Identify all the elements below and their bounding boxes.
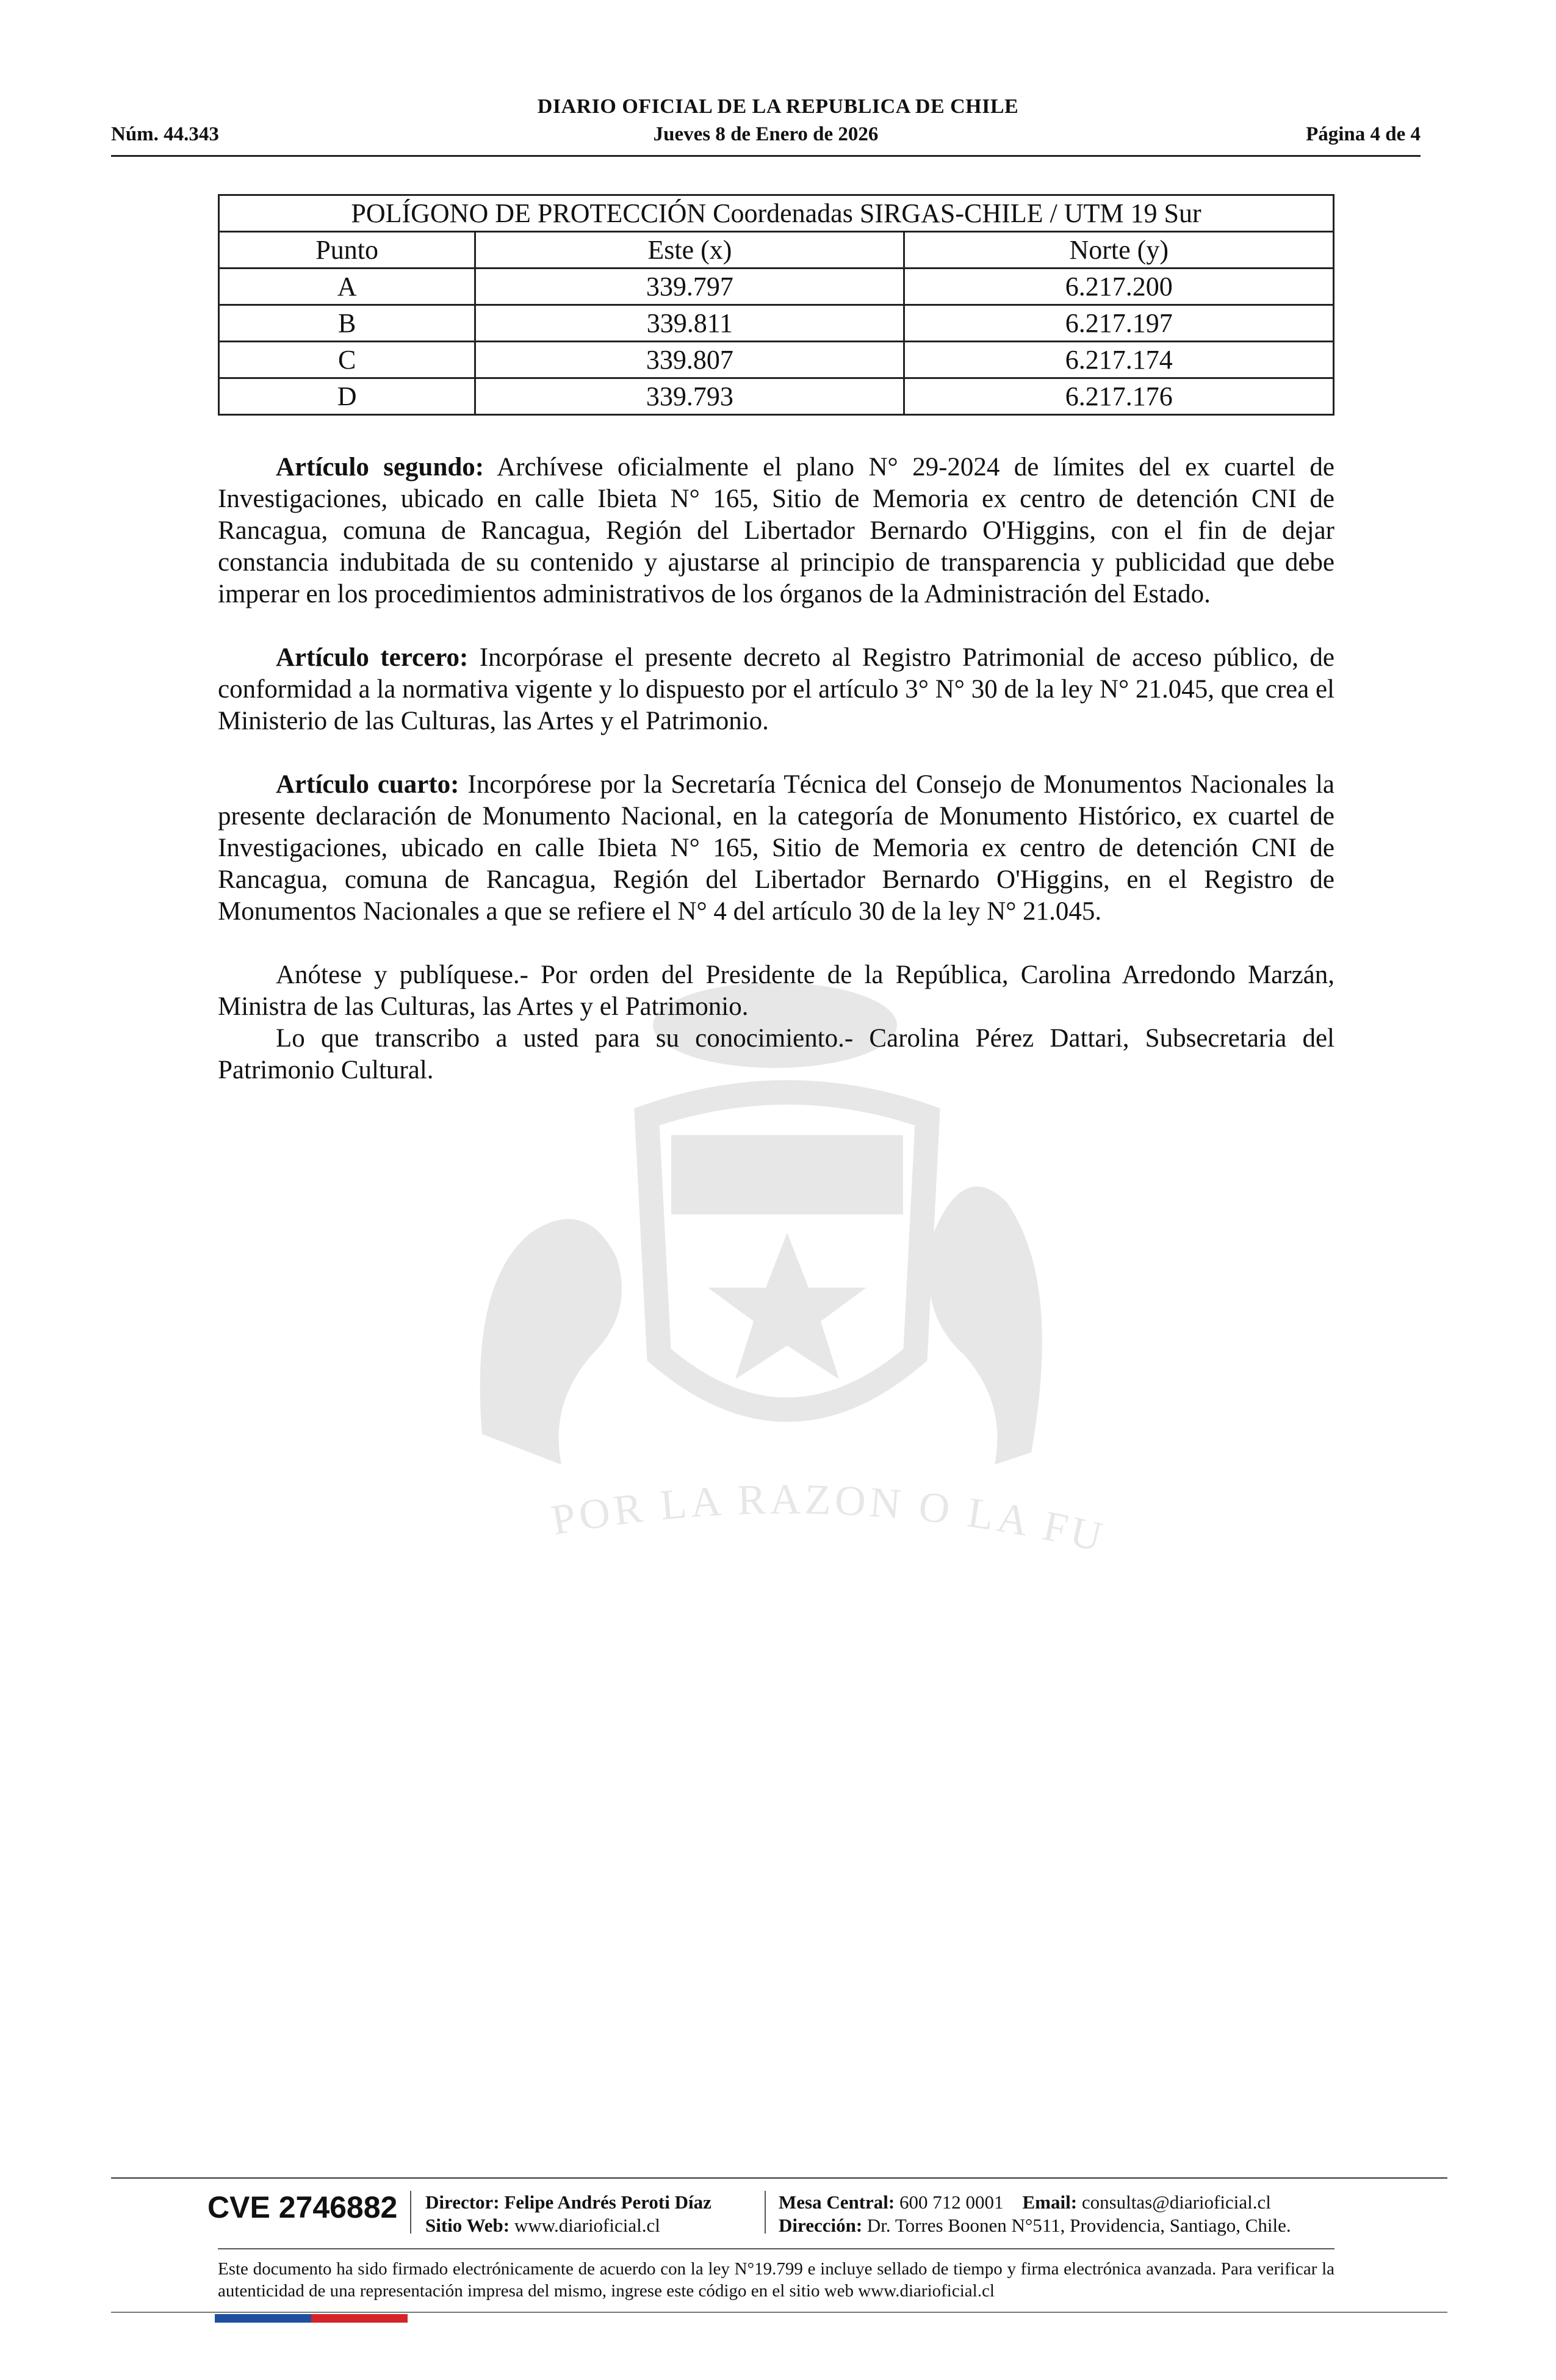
issue-date: Jueves 8 de Enero de 2026: [653, 123, 879, 145]
table-cell: 339.793: [475, 378, 904, 415]
table-header-row: [219, 232, 1334, 269]
table-cell: 339.807: [475, 342, 904, 378]
watermark-motto: POR LA RAZON O LA FU: [548, 1476, 1110, 1562]
mesa-label: Mesa Central:: [779, 2191, 895, 2213]
email-link[interactable]: consultas@diarioficial.cl: [1077, 2191, 1271, 2213]
table-row: [219, 269, 1334, 305]
article-segundo: [218, 452, 1334, 610]
footer-divider-bottom: [111, 2312, 1447, 2313]
director-name: Felipe Andrés Peroti Díaz: [499, 2191, 711, 2213]
table-row: [219, 305, 1334, 342]
footer-separator: [765, 2191, 766, 2234]
address-label: Dirección:: [779, 2215, 863, 2236]
article-text: Archívese oficialmente el plano N° 29-2024 de límites del ex cuartel de Investigaciones, ubicado en calle Ibieta N° 165, Sitio de Memoria ex centro de detención CNI de Rancagua, comuna de Rancagua, Región del Libertador Bernardo O'Higgins, con el fin de dejar constancia indubitada de su contenido y ajustarse al principio de transparencia y publicidad que debe imperar en los procedimientos administrativos de los órganos de la Administración del Estado.: [218, 453, 1335, 608]
article-label: Artículo tercero:: [276, 643, 469, 672]
article-cuarto: [218, 769, 1334, 928]
table-cell: 339.811: [475, 305, 904, 342]
address-value: Dr. Torres Boonen N°511, Providencia, Santiago, Chile.: [862, 2215, 1291, 2236]
column-header: Norte (y): [904, 232, 1334, 269]
table-cell: A: [219, 269, 475, 305]
article-text: Incorpórese por la Secretaría Técnica del Consejo de Monumentos Nacionales la presente declaración de Monumento Nacional, en la categoría de Monumento Histórico, ex cuartel de Investigaciones, ubicado en calle Ibieta N° 165, Sitio de Memoria ex centro de detención CNI de Rancagua, comuna de Rancagua, Región del Libertador Bernardo O'Higgins, en el Registro de Monumentos Nacionales a que se refiere el N° 4 del artículo 30 de la ley N° 21.045.: [218, 770, 1334, 926]
newspaper-title: DIARIO OFICIAL DE LA REPUBLICA DE CHILE: [537, 95, 1019, 118]
closing-transcription: Lo que transcribo a usted para su conocimiento.- Carolina Pérez Dattari, Subsecretaria del Patrimonio Cultural.: [218, 1024, 1334, 1084]
article-text: Incorpórase el presente decreto al Registro Patrimonial de acceso público, de conformidad a la normativa vigente y lo dispuesto por el artículo 3° N° 30 de la ley N° 21.045, que crea el Ministerio de las Culturas, las Artes y el Patrimonio.: [218, 643, 1334, 735]
table-cell: 6.217.176: [904, 378, 1334, 415]
email-label: Email:: [1022, 2191, 1078, 2213]
footer-director-block: [425, 2191, 711, 2237]
page-number: Página 4 de 4: [1306, 123, 1421, 145]
article-label: Artículo segundo:: [276, 453, 484, 481]
column-header: Punto: [219, 232, 475, 269]
cve-code: CVE 2746882: [207, 2190, 398, 2224]
table-cell: 339.797: [475, 269, 904, 305]
flag-stripe-blue: [215, 2314, 311, 2323]
column-header: Este (x): [475, 232, 904, 269]
mesa-phone: 600 712 0001: [895, 2191, 1004, 2213]
footer-divider-top: [111, 2177, 1447, 2179]
table-cell: 6.217.200: [904, 269, 1334, 305]
table-row: [219, 342, 1334, 378]
closing-publication: Anótese y publíquese.- Por orden del Presidente de la República, Carolina Arredondo Marzán, Ministra de las Culturas, las Artes y el Patrimonio.: [218, 961, 1334, 1021]
flag-stripe-red: [311, 2314, 408, 2323]
table-cell: B: [219, 305, 475, 342]
issue-number: Núm. 44.343: [111, 123, 219, 145]
protection-polygon-table: [218, 194, 1334, 416]
electronic-signature-note: Este documento ha sido firmado electrónicamente de acuerdo con la ley N°19.799 e incluye sellado de tiempo y firma electrónica avanzada. Para verificar la autenticidad de una representación impresa del mismo, ingrese este código en el sitio web www.diarioficial.cl: [218, 2259, 1334, 2301]
header-divider: [111, 155, 1421, 157]
web-label: Sitio Web:: [425, 2215, 510, 2236]
footer-divider-middle: [218, 2248, 1334, 2249]
table-cell: 6.217.197: [904, 305, 1334, 342]
article-label: Artículo cuarto:: [276, 770, 459, 799]
table-cell: C: [219, 342, 475, 378]
table-caption: POLÍGONO DE PROTECCIÓN Coordenadas SIRGAS-CHILE / UTM 19 Sur: [219, 195, 1334, 232]
table-cell: D: [219, 378, 475, 415]
decree-body: [218, 452, 1334, 1086]
director-label: Director:: [425, 2191, 500, 2213]
table-row: [219, 378, 1334, 415]
footer-contact-block: [779, 2191, 1291, 2237]
footer-separator: [410, 2191, 411, 2234]
web-link[interactable]: www.diarioficial.cl: [510, 2215, 660, 2236]
table-cell: 6.217.174: [904, 342, 1334, 378]
article-tercero: [218, 642, 1334, 737]
